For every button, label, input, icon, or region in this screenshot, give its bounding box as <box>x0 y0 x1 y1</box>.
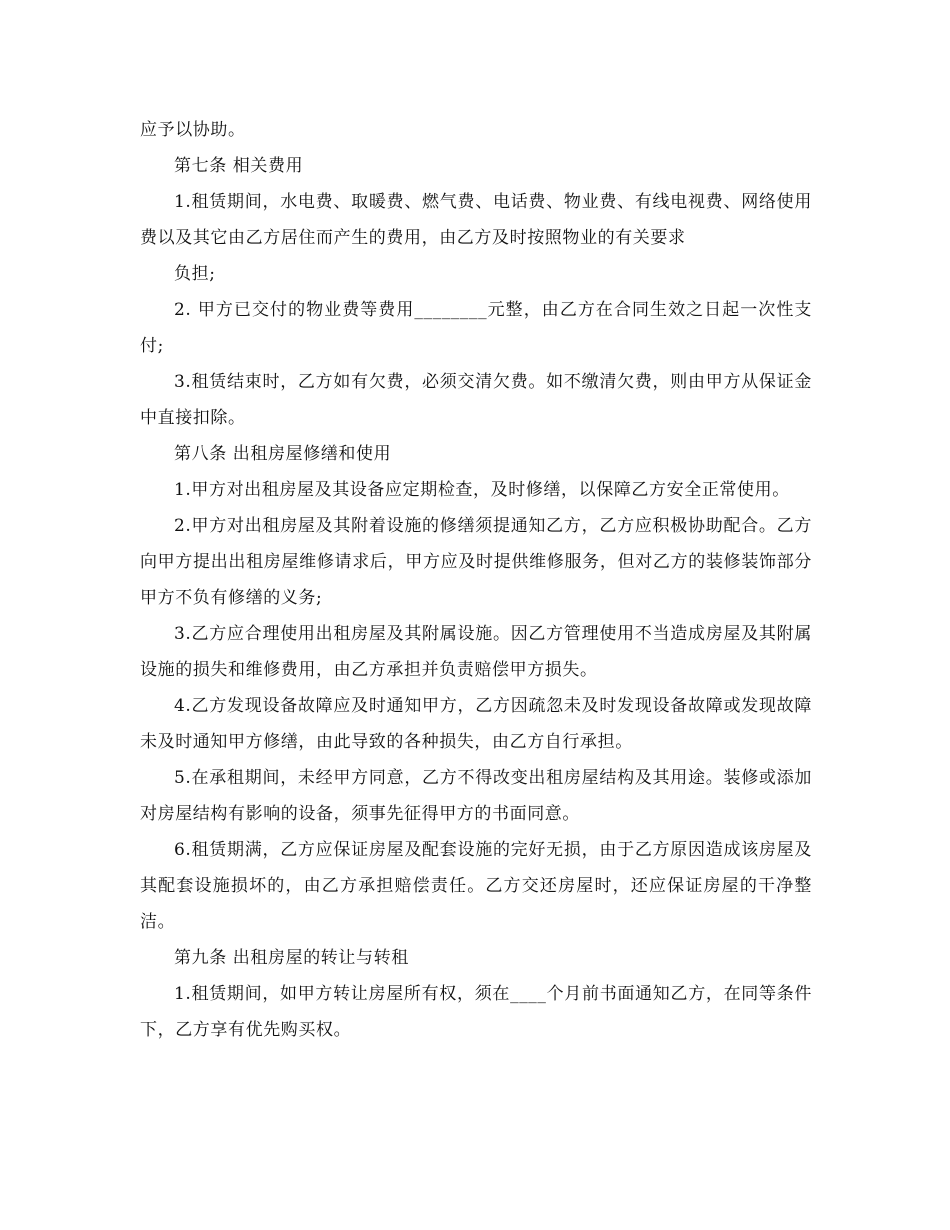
article-9-item-1: 1.租赁期间，如甲方转让房屋所有权，须在____个月前书面通知乙方，在同等条件下，乙方享有优先购买权。 <box>140 984 812 1040</box>
article-7-item-1: 1.租赁期间，水电费、取暖费、燃气费、电话费、物业费、有线电视费、网络使用费以及其它由乙方居住而产生的费用，由乙方及时按照物业的有关要求 <box>140 192 812 248</box>
article-8-item-1: 1.甲方对出租房屋及其设备应定期检查，及时修缮，以保障乙方安全正常使用。 <box>174 480 790 500</box>
article-8-item-3: 3.乙方应合理使用出租房屋及其附属设施。因乙方管理使用不当造成房屋及其附属设施的损失和维修费用，由乙方承担并负责赔偿甲方损失。 <box>140 624 812 680</box>
article-7-item-2: 2. 甲方已交付的物业费等费用________元整，由乙方在合同生效之日起一次性支付; <box>140 300 812 356</box>
paragraph-continuation: 应予以协助。 <box>140 120 246 140</box>
article-7-item-1-tail-text: 负担; <box>174 264 216 284</box>
article-8-item-2: 2.甲方对出租房屋及其附着设施的修缮须提通知乙方，乙方应积极协助配合。乙方向甲方提出出租房屋维修请求后，甲方应及时提供维修服务，但对乙方的装修装饰部分甲方不负有修缮的义务; <box>140 516 812 608</box>
article-8-heading: 第八条 出租房屋修缮和使用 <box>174 444 392 464</box>
article-8-item-6: 6.租赁期满，乙方应保证房屋及配套设施的完好无损，由于乙方原因造成该房屋及其配套设施损坏的，由乙方承担赔偿责任。乙方交还房屋时，还应保证房屋的干净整洁。 <box>140 840 812 932</box>
article-8-item-4: 4.乙方发现设备故障应及时通知甲方，乙方因疏忽未及时发现设备故障或发现故障未及时通知甲方修缮，由此导致的各种损失，由乙方自行承担。 <box>140 696 812 752</box>
article-8-item-5: 5.在承租期间，未经甲方同意，乙方不得改变出租房屋结构及其用途。装修或添加对房屋结构有影响的设备，须事先征得甲方的书面同意。 <box>140 768 812 824</box>
article-7-heading: 第七条 相关费用 <box>174 156 304 176</box>
document-page <box>140 112 812 1048</box>
article-7-item-1-tail <box>140 256 812 292</box>
article-9-heading: 第九条 出租房屋的转让与转租 <box>174 948 409 968</box>
article-7-item-3: 3.租赁结束时，乙方如有欠费，必须交清欠费。如不缴清欠费，则由甲方从保证金中直接扣除。 <box>140 372 812 428</box>
